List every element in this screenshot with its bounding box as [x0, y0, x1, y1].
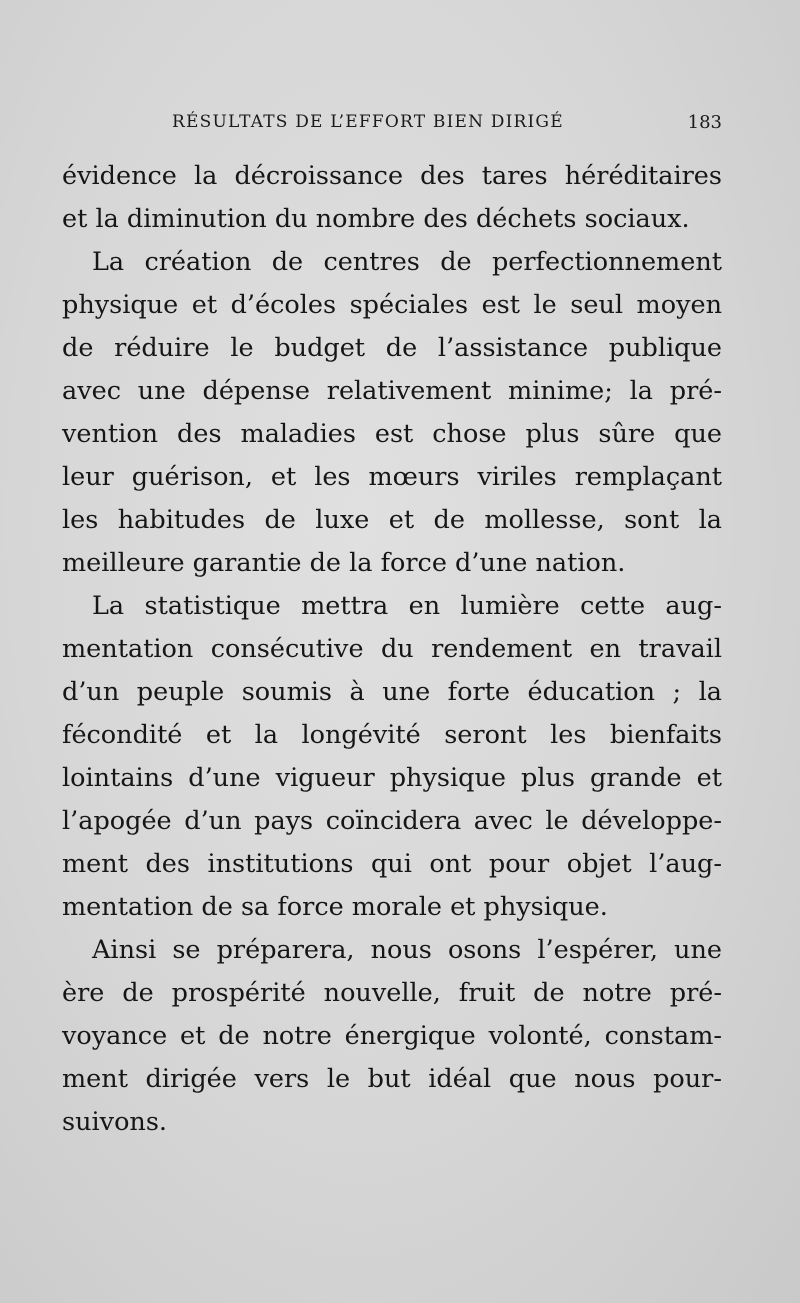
text-line: vention des maladies est chose plus sûre que: [62, 419, 722, 449]
text-line: ère de prospérité nouvelle, fruit de notre pré-: [62, 978, 722, 1008]
text-line: les habitudes de luxe et de mollesse, sont la: [62, 505, 722, 535]
body-text: [62, 155, 722, 1144]
text-line: et la diminution du nombre des déchets sociaux.: [62, 204, 690, 234]
text-line: suivons.: [62, 1107, 168, 1137]
text-line: La statistique mettra en lumière cette aug-: [92, 591, 722, 621]
text-line: ment des institutions qui ont pour objet l’aug-: [62, 849, 722, 879]
text-line: voyance et de notre énergique volonté, constam-: [62, 1021, 722, 1051]
running-title: RÉSULTATS DE L’EFFORT BIEN DIRIGÉ: [172, 112, 564, 132]
text-line: La création de centres de perfectionnement: [92, 247, 722, 277]
text-line: lointains d’une vigueur physique plus grande et: [62, 763, 722, 793]
text-line: d’un peuple soumis à une forte éducation ; la: [62, 677, 722, 707]
page-number: 183: [687, 112, 722, 133]
text-line: leur guérison, et les mœurs viriles remplaçant: [62, 462, 722, 492]
running-head: [62, 112, 722, 142]
text-line: l’apogée d’un pays coïncidera avec le développe-: [62, 806, 722, 836]
text-line: mentation consécutive du rendement en travail: [62, 634, 722, 664]
text-line: Ainsi se préparera, nous osons l’espérer, une: [92, 935, 722, 965]
text-line: évidence la décroissance des tares héréditaires: [62, 161, 722, 191]
text-line: meilleure garantie de la force d’une nation.: [62, 548, 626, 578]
text-line: de réduire le budget de l’assistance publique: [62, 333, 722, 363]
text-line: mentation de sa force morale et physique.: [62, 892, 608, 922]
text-line: fécondité et la longévité seront les bienfaits: [62, 720, 722, 750]
text-line: avec une dépense relativement minime; la pré-: [62, 376, 722, 406]
text-line: ment dirigée vers le but idéal que nous pour-: [62, 1064, 722, 1094]
text-line: physique et d’écoles spéciales est le seul moyen: [62, 290, 722, 320]
